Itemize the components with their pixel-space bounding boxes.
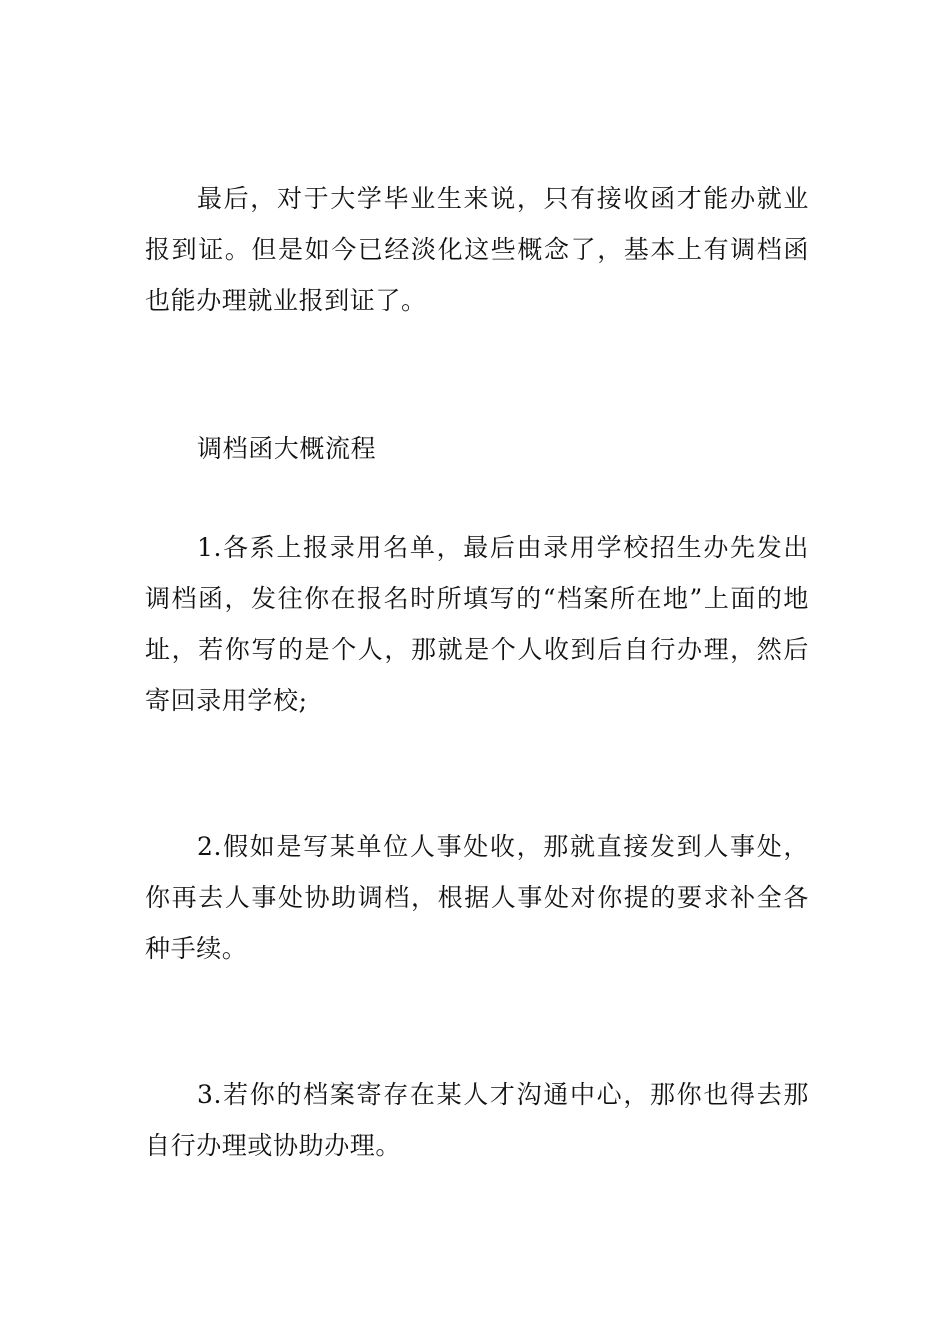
- step-1-paragraph: 1.各系上报录用名单，最后由录用学校招生办先发出调档函，发往你在报名时所填写的“档案所在地”上面的地址，若你写的是个人，那就是个人收到后自行办理，然后寄回录用学校;: [145, 533, 809, 715]
- paragraph-intro: 最后，对于大学毕业生来说，只有接收函才能办就业报到证。但是如今已经淡化这些概念了，基本上有调档函也能办理就业报到证了。: [145, 184, 809, 315]
- step-3-paragraph: 3.若你的档案寄存在某人才沟通中心，那你也得去那自行办理或协助办理。: [145, 1080, 809, 1160]
- step-2-paragraph: 2.假如是写某单位人事处收，那就直接发到人事处，你再去人事处协助调档，根据人事处对你提的要求补全各种手续。: [145, 832, 809, 963]
- section-heading: 调档函大概流程: [197, 434, 377, 463]
